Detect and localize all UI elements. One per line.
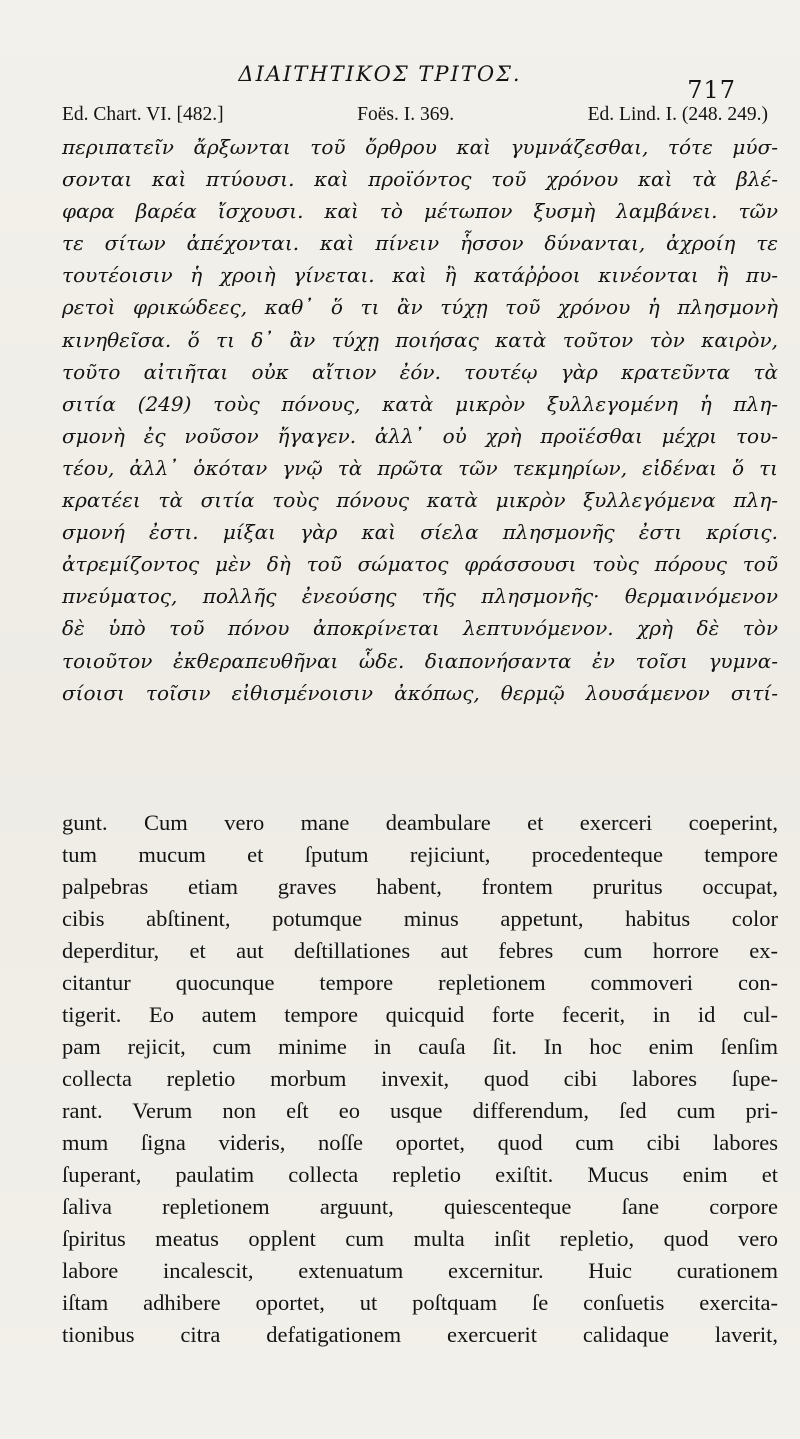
latin-line: mum ſigna videris, noſſe oportet, quod cum cibi labores [62, 1130, 778, 1155]
greek-line: σμονὴ ἐς νοῦσον ἤγαγεν. ἀλλ᾽ οὐ χρὴ προϊέσθαι μέχρι του- [62, 423, 778, 448]
latin-line: rant. Verum non eſt eo usque differendum, ſed cum pri- [62, 1098, 778, 1123]
greek-line: πνεύματος, πολλῆς ἐνεούσης τῆς πλησμονῆς· θερμαινόμενον [62, 584, 778, 609]
greek-line: περιπατεῖν ἄρξωνται τοῦ ὄρθρου καὶ γυμνάζεσθαι, τότε μύσ- [62, 135, 778, 159]
latin-line: iſtam adhibere oportet, ut poſtquam ſe conſuetis exercita- [62, 1290, 778, 1315]
latin-line: ſuperant, paulatim collecta repletio exiſtit. Mucus enim et [62, 1162, 778, 1187]
greek-text-block [62, 131, 778, 709]
latin-line: citantur quocunque tempore repletionem commoveri con- [62, 970, 778, 995]
latin-line: palpebras etiam graves habent, frontem pruritus occupat, [62, 874, 778, 899]
latin-line: tigerit. Eo autem tempore quicquid forte fecerit, in id cul- [62, 1002, 778, 1027]
latin-line: labore incalescit, extenuatum excernitur. Huic curationem [62, 1258, 778, 1283]
greek-line: τε σίτων ἀπέχονται. καὶ πίνειν ἧσσον δύνανται, ἀχροίη τε [62, 231, 778, 256]
edition-lind-ref: Ed. Lind. I. (248. 249.) [587, 104, 768, 125]
page-number: 717 [687, 76, 736, 104]
greek-line: σονται καὶ πτύουσι. καὶ προϊόντος τοῦ χρόνου καὶ τὰ βλέ- [62, 167, 778, 192]
greek-line: τέου, ἀλλ᾽ ὁκόταν γνῷ τὰ πρῶτα τῶν τεκμηρίων, εἰδέναι ὅ τι [62, 455, 778, 480]
greek-line: τοῦτο αἰτιῆται οὐκ αἴτιον ἐόν. τουτέῳ γὰρ κρατεῦντα τὰ [62, 359, 778, 384]
greek-line: τοιοῦτον ἐκθεραπευθῆναι ὧδε. διαπονήσαντα ἐν τοῖσι γυμνα- [62, 648, 778, 673]
greek-line: ἀτρεμίζοντος μὲν δὴ τοῦ σώματος φράσσουσι τοὺς πόρους τοῦ [62, 552, 778, 577]
latin-line: tionibus citra defatigationem exercuerit calidaque laverit, [62, 1322, 778, 1347]
latin-line: pam rejicit, cum minime in cauſa ſit. In hoc enim ſenſim [62, 1034, 778, 1059]
latin-line: deperditur, et aut deſtillationes aut febres cum horrore ex- [62, 938, 778, 963]
greek-line: κινηθεῖσα. ὅ τι δ᾽ ἂν τύχῃ ποιήσας κατὰ τοῦτον τὸν καιρὸν, [62, 327, 778, 352]
latin-line: gunt. Cum vero mane deambulare et exerceri coeperint, [62, 810, 778, 835]
greek-line: κρατέει τὰ σιτία τοὺς πόνους κατὰ μικρὸν ξυλλεγόμενα πλη- [62, 488, 778, 513]
greek-line: τουτέοισιν ἡ χροιὴ γίνεται. καὶ ἢ κατάῤῥοοι κινέονται ἢ πυ- [62, 263, 778, 288]
running-title: ΔΙΑΙΤΗΤΙΚΟΣ ΤΡΙΤΟΣ. [238, 62, 522, 86]
latin-line: ſaliva repletionem arguunt, quiescenteque ſane corpore [62, 1194, 778, 1219]
greek-line: φαρα βαρέα ἴσχουσι. καὶ τὸ μέτωπον ξυσμὴ λαμβάνει. τῶν [62, 199, 778, 224]
latin-line: cibis abſtinent, potumque minus appetunt, habitus color [62, 906, 778, 931]
latin-line: tum mucum et ſputum rejiciunt, procedenteque tempore [62, 842, 778, 867]
greek-line: ρετοὶ φρικώδεες, καθ᾽ ὅ τι ἂν τύχῃ τοῦ χρόνου ἡ πλησμονὴ [62, 295, 778, 320]
greek-line: σμονή ἐστι. μίξαι γὰρ καὶ σίελα πλησμονῆς ἐστι κρίσις. [62, 520, 778, 545]
edition-foes-ref: Foës. I. 369. [357, 104, 455, 125]
greek-line: σιτία (249) τοὺς πόνους, κατὰ μικρὸν ξυλλεγομένη ἡ πλη- [62, 391, 778, 416]
greek-line: δὲ ὑπὸ τοῦ πόνου ἀποκρίνεται λεπτυνόμενον. χρὴ δὲ τὸν [62, 616, 778, 641]
edition-chart-ref: Ed. Chart. VI. [482.] [62, 104, 224, 125]
latin-line: ſpiritus meatus opplent cum multa inſit repletio, quod vero [62, 1226, 778, 1251]
greek-line: σίοισι τοῖσιν εἰθισμένοισιν ἀκόπως, θερμῷ λουσάμενον σιτί- [62, 680, 778, 705]
edition-references [62, 104, 768, 126]
latin-line: collecta repletio morbum invexit, quod cibi labores ſupe- [62, 1066, 778, 1091]
latin-text-block [62, 807, 778, 1351]
